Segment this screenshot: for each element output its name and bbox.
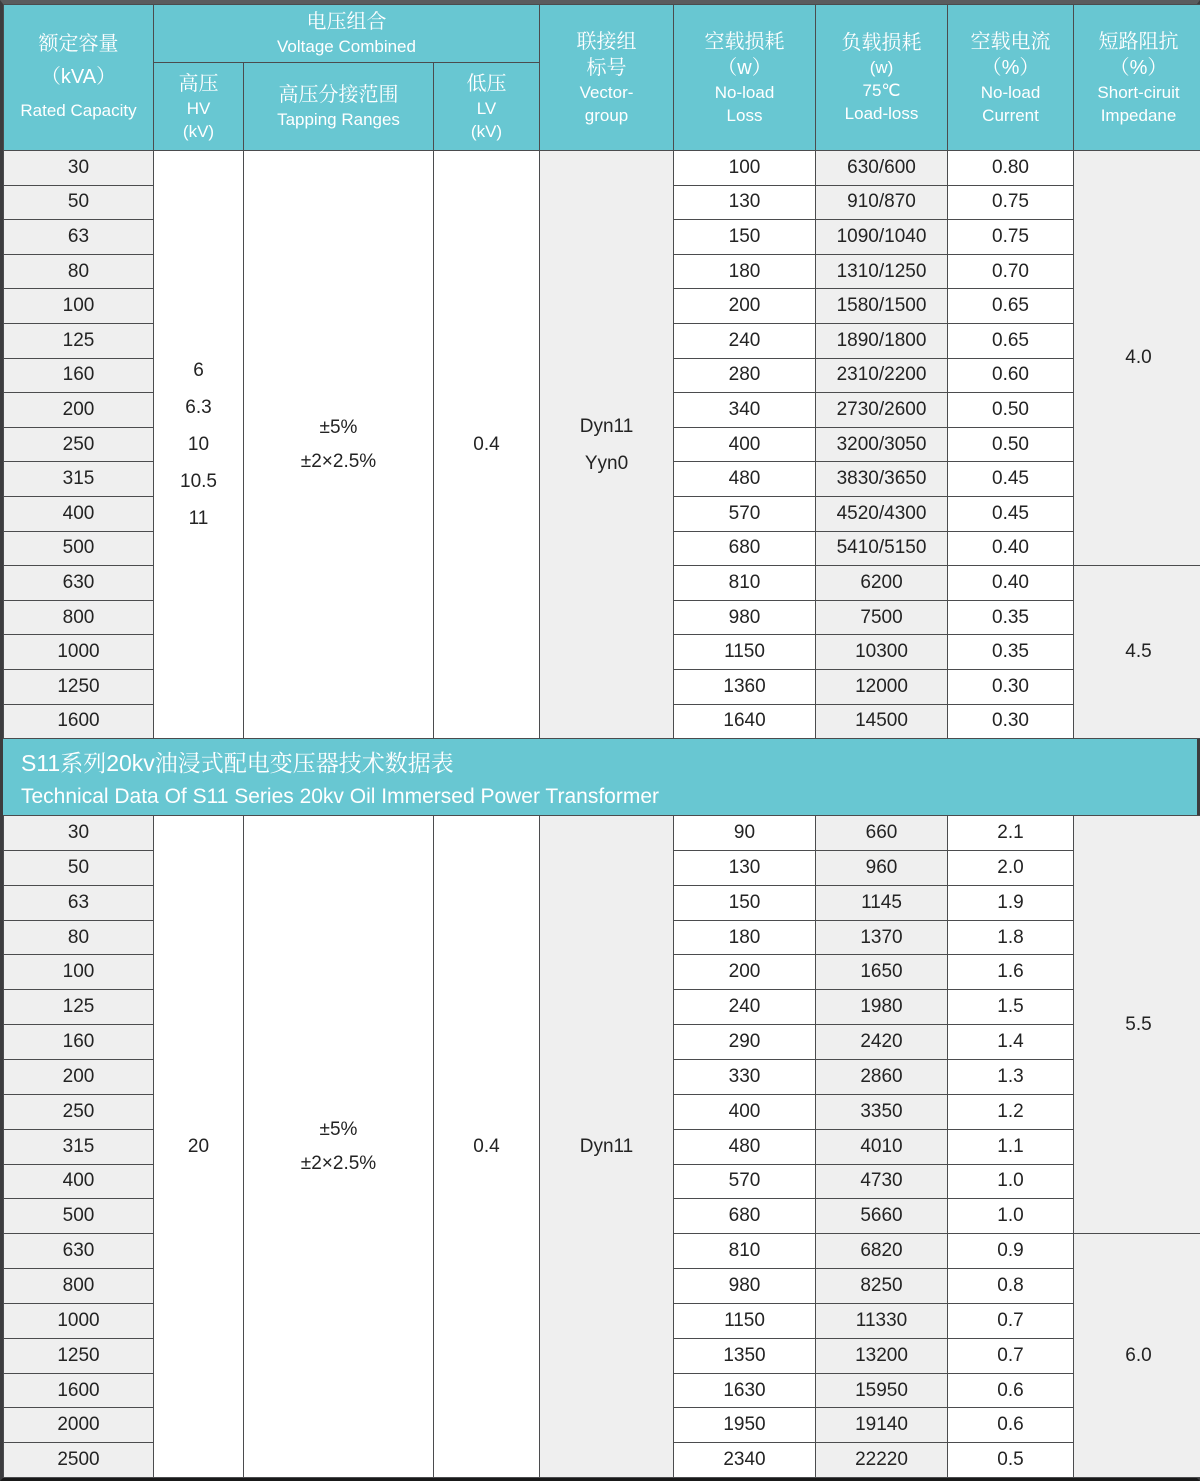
load-loss-cell: 4010 <box>816 1129 948 1164</box>
noload-loss-cell: 2340 <box>674 1443 816 1478</box>
noload-current-cell: 1.8 <box>948 920 1074 955</box>
load-loss-cell: 4730 <box>816 1164 948 1199</box>
capacity-cell: 200 <box>4 393 154 428</box>
capacity-cell: 80 <box>4 254 154 289</box>
tapping-cell-line: ±2×2.5% <box>244 445 433 479</box>
noload-loss-cell: 570 <box>674 1164 816 1199</box>
load-loss-cell: 1890/1800 <box>816 323 948 358</box>
load-loss-cell: 8250 <box>816 1269 948 1304</box>
header-load-loss <box>816 5 948 151</box>
header-rated-capacity <box>4 5 154 151</box>
noload-current-cell: 0.65 <box>948 289 1074 324</box>
noload-current-cell: 0.40 <box>948 531 1074 566</box>
capacity-cell: 1000 <box>4 635 154 670</box>
load-loss-cell: 22220 <box>816 1443 948 1478</box>
capacity-cell: 30 <box>4 816 154 851</box>
capacity-cell: 125 <box>4 990 154 1025</box>
impedance-cell: 5.5 <box>1074 816 1200 1234</box>
load-loss-cell: 1310/1250 <box>816 254 948 289</box>
noload-current-cell: 0.40 <box>948 566 1074 601</box>
tapping-cell-line: ±2×2.5% <box>244 1147 433 1181</box>
capacity-cell: 63 <box>4 885 154 920</box>
noload-current-cell: 0.75 <box>948 185 1074 220</box>
hv-cell-line: 10.5 <box>154 463 243 500</box>
noload-loss-cell: 90 <box>674 816 816 851</box>
capacity-cell: 500 <box>4 531 154 566</box>
capacity-cell: 1600 <box>4 704 154 739</box>
header-load-loss-unit: (w) <box>816 56 947 79</box>
header-vector-group-en2: group <box>540 104 673 127</box>
noload-current-cell: 0.35 <box>948 635 1074 670</box>
noload-current-cell: 0.45 <box>948 462 1074 497</box>
impedance-cell: 4.0 <box>1074 151 1200 566</box>
noload-current-cell: 1.0 <box>948 1199 1074 1234</box>
noload-loss-cell: 680 <box>674 1199 816 1234</box>
header-load-loss-zh: 负载损耗 <box>816 30 947 56</box>
load-loss-cell: 2860 <box>816 1060 948 1095</box>
upper-table <box>3 4 1200 739</box>
noload-loss-cell: 480 <box>674 1129 816 1164</box>
hv-cell-line: 20 <box>154 1128 243 1165</box>
header-vector-group-zh2: 标号 <box>540 55 673 81</box>
noload-current-cell: 0.80 <box>948 151 1074 186</box>
load-loss-cell: 14500 <box>816 704 948 739</box>
header-voltage-combined <box>154 5 540 63</box>
header-load-loss-en: Load-loss <box>816 102 947 125</box>
capacity-cell: 30 <box>4 151 154 186</box>
capacity-cell: 630 <box>4 566 154 601</box>
noload-loss-cell: 1630 <box>674 1373 816 1408</box>
header-noload-loss-unit: （w） <box>674 55 815 81</box>
load-loss-cell: 6820 <box>816 1234 948 1269</box>
noload-current-cell: 1.6 <box>948 955 1074 990</box>
tapping-cell-line: ±5% <box>244 411 433 445</box>
capacity-cell: 100 <box>4 955 154 990</box>
capacity-cell: 100 <box>4 289 154 324</box>
header-noload-current-en2: Current <box>948 104 1073 127</box>
header-tapping-zh: 高压分接范围 <box>244 82 433 108</box>
noload-loss-cell: 330 <box>674 1060 816 1095</box>
load-loss-cell: 5410/5150 <box>816 531 948 566</box>
capacity-cell: 800 <box>4 600 154 635</box>
load-loss-cell: 1145 <box>816 885 948 920</box>
noload-current-cell: 1.3 <box>948 1060 1074 1095</box>
noload-loss-cell: 480 <box>674 462 816 497</box>
noload-loss-cell: 200 <box>674 955 816 990</box>
noload-loss-cell: 150 <box>674 885 816 920</box>
load-loss-cell: 2420 <box>816 1025 948 1060</box>
tapping-cell <box>244 151 434 739</box>
load-loss-cell: 15950 <box>816 1373 948 1408</box>
header-noload-current-en1: No-load <box>948 81 1073 104</box>
capacity-cell: 250 <box>4 1094 154 1129</box>
header-impedance-en1: Short-ciruit <box>1074 81 1200 104</box>
noload-current-cell: 1.1 <box>948 1129 1074 1164</box>
header-noload-loss <box>674 5 816 151</box>
header-hv-abbr: HV <box>154 97 243 120</box>
load-loss-cell: 910/870 <box>816 185 948 220</box>
header-lv-zh: 低压 <box>434 71 539 97</box>
load-loss-cell: 7500 <box>816 600 948 635</box>
noload-loss-cell: 1360 <box>674 669 816 704</box>
header-hv-unit: (kV) <box>154 120 243 143</box>
load-loss-cell: 1370 <box>816 920 948 955</box>
vector-cell <box>540 816 674 1478</box>
noload-loss-cell: 1950 <box>674 1408 816 1443</box>
table-row <box>4 151 1200 186</box>
header-impedance-zh: 短路阻抗 <box>1074 29 1200 55</box>
hv-cell <box>154 816 244 1478</box>
noload-current-cell: 0.8 <box>948 1269 1074 1304</box>
vector-cell-line: Dyn11 <box>540 1128 673 1165</box>
header-vector-group <box>540 5 674 151</box>
noload-loss-cell: 280 <box>674 358 816 393</box>
noload-current-cell: 1.5 <box>948 990 1074 1025</box>
load-loss-cell: 1980 <box>816 990 948 1025</box>
header-tapping-en: Tapping Ranges <box>244 108 433 131</box>
noload-current-cell: 0.75 <box>948 220 1074 255</box>
noload-loss-cell: 1640 <box>674 704 816 739</box>
header-noload-loss-en1: No-load <box>674 81 815 104</box>
capacity-cell: 50 <box>4 850 154 885</box>
noload-current-cell: 0.7 <box>948 1338 1074 1373</box>
header-noload-current <box>948 5 1074 151</box>
noload-current-cell: 0.9 <box>948 1234 1074 1269</box>
noload-loss-cell: 810 <box>674 1234 816 1269</box>
tapping-cell <box>244 816 434 1478</box>
lv-cell: 0.4 <box>434 816 540 1478</box>
noload-loss-cell: 1150 <box>674 1303 816 1338</box>
noload-current-cell: 1.0 <box>948 1164 1074 1199</box>
noload-current-cell: 1.2 <box>948 1094 1074 1129</box>
capacity-cell: 400 <box>4 496 154 531</box>
hv-cell-line: 6 <box>154 352 243 389</box>
table-header <box>4 5 1200 151</box>
noload-current-cell: 0.30 <box>948 669 1074 704</box>
noload-current-cell: 2.0 <box>948 850 1074 885</box>
noload-current-cell: 0.30 <box>948 704 1074 739</box>
noload-loss-cell: 100 <box>674 151 816 186</box>
noload-current-cell: 0.70 <box>948 254 1074 289</box>
header-lv <box>434 63 540 151</box>
capacity-cell: 160 <box>4 358 154 393</box>
header-rated-capacity-unit: （kVA） <box>4 61 153 94</box>
capacity-cell: 63 <box>4 220 154 255</box>
load-loss-cell: 13200 <box>816 1338 948 1373</box>
band-title-en: Technical Data Of S11 Series 20kv Oil Immersed Power Transformer <box>21 781 1197 812</box>
vector-cell-line: Dyn11 <box>540 408 673 445</box>
noload-current-cell: 0.45 <box>948 496 1074 531</box>
noload-loss-cell: 150 <box>674 220 816 255</box>
header-noload-current-unit: （%） <box>948 55 1073 81</box>
load-loss-cell: 1650 <box>816 955 948 990</box>
header-impedance <box>1074 5 1200 151</box>
lower-table-body <box>4 816 1200 1478</box>
hv-cell-line: 11 <box>154 500 243 537</box>
noload-current-cell: 0.35 <box>948 600 1074 635</box>
load-loss-cell: 1580/1500 <box>816 289 948 324</box>
header-vector-group-zh1: 联接组 <box>540 29 673 55</box>
load-loss-cell: 12000 <box>816 669 948 704</box>
header-hv-zh: 高压 <box>154 71 243 97</box>
header-load-loss-temp: 75℃ <box>816 79 947 102</box>
capacity-cell: 630 <box>4 1234 154 1269</box>
capacity-cell: 200 <box>4 1060 154 1095</box>
load-loss-cell: 19140 <box>816 1408 948 1443</box>
header-row-top <box>4 5 1200 63</box>
noload-loss-cell: 400 <box>674 1094 816 1129</box>
load-loss-cell: 2310/2200 <box>816 358 948 393</box>
capacity-cell: 1250 <box>4 669 154 704</box>
capacity-cell: 160 <box>4 1025 154 1060</box>
noload-current-cell: 0.50 <box>948 427 1074 462</box>
lv-cell: 0.4 <box>434 151 540 739</box>
vector-cell <box>540 151 674 739</box>
capacity-cell: 315 <box>4 462 154 497</box>
header-impedance-en2: Impedane <box>1074 104 1200 127</box>
load-loss-cell: 6200 <box>816 566 948 601</box>
noload-current-cell: 1.9 <box>948 885 1074 920</box>
header-lv-unit: (kV) <box>434 120 539 143</box>
capacity-cell: 125 <box>4 323 154 358</box>
band-title-zh: S11系列20kv油浸式配电变压器技术数据表 <box>21 745 1197 781</box>
capacity-cell: 2500 <box>4 1443 154 1478</box>
noload-current-cell: 0.7 <box>948 1303 1074 1338</box>
tapping-cell-line: ±5% <box>244 1113 433 1147</box>
noload-current-cell: 1.4 <box>948 1025 1074 1060</box>
noload-loss-cell: 980 <box>674 600 816 635</box>
capacity-cell: 500 <box>4 1199 154 1234</box>
load-loss-cell: 3350 <box>816 1094 948 1129</box>
load-loss-cell: 630/600 <box>816 151 948 186</box>
noload-loss-cell: 980 <box>674 1269 816 1304</box>
header-vector-group-en1: Vector- <box>540 81 673 104</box>
impedance-cell: 4.5 <box>1074 566 1200 739</box>
noload-loss-cell: 240 <box>674 323 816 358</box>
header-rated-capacity-en: Rated Capacity <box>4 94 153 127</box>
load-loss-cell: 960 <box>816 850 948 885</box>
header-rated-capacity-zh: 额定容量 <box>4 28 153 61</box>
capacity-cell: 315 <box>4 1129 154 1164</box>
header-hv <box>154 63 244 151</box>
noload-loss-cell: 400 <box>674 427 816 462</box>
header-noload-loss-en2: Loss <box>674 104 815 127</box>
noload-current-cell: 0.65 <box>948 323 1074 358</box>
noload-current-cell: 0.5 <box>948 1443 1074 1478</box>
load-loss-cell: 660 <box>816 816 948 851</box>
capacity-cell: 50 <box>4 185 154 220</box>
noload-loss-cell: 570 <box>674 496 816 531</box>
noload-current-cell: 0.60 <box>948 358 1074 393</box>
noload-current-cell: 2.1 <box>948 816 1074 851</box>
noload-loss-cell: 1350 <box>674 1338 816 1373</box>
section-title-band <box>3 739 1197 815</box>
hv-cell <box>154 151 244 739</box>
header-impedance-unit: （%） <box>1074 55 1200 81</box>
noload-loss-cell: 340 <box>674 393 816 428</box>
noload-loss-cell: 1150 <box>674 635 816 670</box>
header-voltage-combined-en: Voltage Combined <box>154 35 539 58</box>
load-loss-cell: 1090/1040 <box>816 220 948 255</box>
noload-loss-cell: 240 <box>674 990 816 1025</box>
capacity-cell: 2000 <box>4 1408 154 1443</box>
noload-loss-cell: 130 <box>674 185 816 220</box>
capacity-cell: 400 <box>4 1164 154 1199</box>
table-row <box>4 816 1200 851</box>
capacity-cell: 1000 <box>4 1303 154 1338</box>
load-loss-cell: 5660 <box>816 1199 948 1234</box>
upper-table-body <box>4 151 1200 739</box>
capacity-cell: 800 <box>4 1269 154 1304</box>
lower-table <box>3 815 1200 1478</box>
noload-current-cell: 0.50 <box>948 393 1074 428</box>
noload-current-cell: 0.6 <box>948 1408 1074 1443</box>
vector-cell-line: Yyn0 <box>540 445 673 482</box>
header-noload-loss-zh: 空载损耗 <box>674 29 815 55</box>
hv-cell-line: 10 <box>154 426 243 463</box>
noload-loss-cell: 130 <box>674 850 816 885</box>
noload-loss-cell: 180 <box>674 920 816 955</box>
load-loss-cell: 2730/2600 <box>816 393 948 428</box>
capacity-cell: 1600 <box>4 1373 154 1408</box>
header-tapping-ranges <box>244 63 434 151</box>
header-lv-abbr: LV <box>434 97 539 120</box>
impedance-cell: 6.0 <box>1074 1234 1200 1478</box>
capacity-cell: 1250 <box>4 1338 154 1373</box>
hv-cell-line: 6.3 <box>154 389 243 426</box>
load-loss-cell: 3830/3650 <box>816 462 948 497</box>
capacity-cell: 250 <box>4 427 154 462</box>
noload-current-cell: 0.6 <box>948 1373 1074 1408</box>
capacity-cell: 80 <box>4 920 154 955</box>
header-noload-current-zh: 空载电流 <box>948 29 1073 55</box>
load-loss-cell: 3200/3050 <box>816 427 948 462</box>
noload-loss-cell: 680 <box>674 531 816 566</box>
noload-loss-cell: 810 <box>674 566 816 601</box>
header-voltage-combined-zh: 电压组合 <box>154 9 539 35</box>
load-loss-cell: 4520/4300 <box>816 496 948 531</box>
noload-loss-cell: 200 <box>674 289 816 324</box>
load-loss-cell: 11330 <box>816 1303 948 1338</box>
noload-loss-cell: 180 <box>674 254 816 289</box>
load-loss-cell: 10300 <box>816 635 948 670</box>
noload-loss-cell: 290 <box>674 1025 816 1060</box>
